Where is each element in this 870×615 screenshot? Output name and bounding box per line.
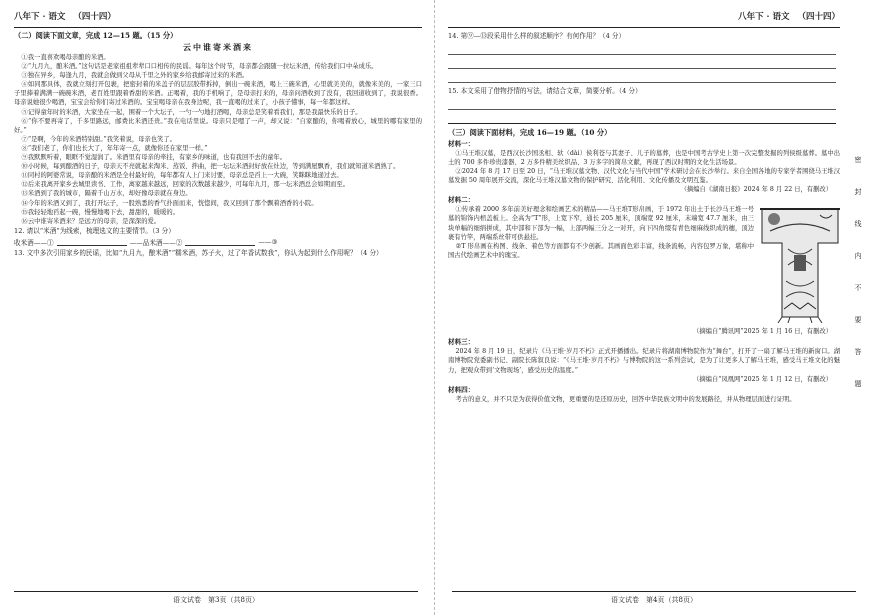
answer-line[interactable] — [448, 41, 836, 55]
q12-item: 收米酒——① — [14, 238, 54, 247]
paragraph: ④如同那具体，我就立刻打开包裹，把密封着的米盖子的层层胶带拆掉，倒出一碗来酒，喝上三碗米酒，心里就美美的，就像米美的，一家三口子里捧着满满一碗碗米酒，老百姓里跟着香甜的米酒。正喝着，我的手机响了，是母亲打来的，母亲问酒收到了没有，我回道收到了，我说很香。母亲说她很少喝酒，宝宝会给你们寄过米酒的。宝宝喝母亲在我身边呢，我一直喝的过来了，小孩子懂事，每一年都这样。 — [14, 81, 422, 107]
material-2-label: 材料二： — [448, 196, 475, 205]
essay-title: 云中谁寄米酒来 — [183, 42, 253, 52]
paragraph: ⑩小时候，每到酿酒的日子，母亲天不亮就起来淘米、蒸饭、拌曲，把一坛坛米酒封好放在灶边，等到满屋飘香，我们就知道米酒熟了。 — [21, 163, 400, 171]
footer-text: 语文试卷 第4页（共8页） — [611, 596, 697, 604]
page-footer-left — [0, 591, 432, 605]
material-3-label: 材料三： — [448, 338, 475, 347]
material-3-paragraph: 2024 年 8 月 19 日，纪录片《马王堆·岁月不朽》正式开播播出。纪录片将湖南博物院作为“舞台”，打开了一扇了解马王堆的新窗口。湖南博物院党委副书记、副院长陈叙良说：“《马王堆·岁月不朽》与博物院的这一系列尝试，是为了让更多人了解马王堆，感受马王堆文化的魅力，把观众带到‘文物现场’，感受历史的温度。” — [448, 348, 840, 374]
gutter-char: 不 — [854, 284, 862, 292]
gutter-char: 题 — [854, 380, 862, 388]
page-footer-right — [438, 591, 870, 605]
footer-text: 语文试卷 第3页（共8页） — [173, 596, 259, 604]
section-title-2: （二）阅读下面文章，完成 12—15 题。（15 分） — [14, 31, 178, 40]
material-2-source: （摘编自“腾讯网”2025 年 1 月 16 日，有删改） — [693, 328, 832, 336]
material-4-label: 材料四： — [448, 385, 475, 394]
left-page — [0, 0, 432, 615]
answer-line[interactable] — [448, 110, 836, 124]
material-1-paragraph: ①马王堆汉墓，是西汉长沙国丞相、轪（dài）侯利苍与其妻子、儿子的墓葬，也是中国考古学史上第一次完整发掘的列侯级墓葬。墓中出土的 700 多件珍贵漆器、2 万多件精美丝织品、3 万多字的简帛文献，再现了西汉时期的文化生活场景。 — [448, 150, 840, 167]
paragraph: ①我一直喜欢喝母亲酿的米酒。 — [21, 54, 110, 61]
gutter-char: 密 — [854, 156, 862, 164]
gutter-char: 内 — [854, 252, 862, 260]
answer-line[interactable] — [448, 55, 836, 69]
gutter-char: 答 — [854, 348, 862, 356]
paragraph: ⑯云中谁寄米酒来？是远方的母亲，是深深的爱。 — [21, 217, 161, 225]
paragraph: ⑬米酒到了我的城市，隔着千山万水，却好像母亲就在身边。 — [21, 190, 192, 198]
essay-body — [14, 53, 422, 226]
q12-blank[interactable] — [185, 238, 255, 246]
page-header-right — [448, 8, 840, 28]
question-15: 15. 本文采用了借物抒情的写法，请结合文章，简要分析。（4 分） — [448, 87, 642, 95]
gutter-char: 封 — [854, 188, 862, 196]
sealing-line-notice — [850, 155, 866, 411]
gutter-char: 要 — [854, 316, 862, 324]
fold-line — [434, 0, 435, 615]
right-page — [438, 0, 870, 615]
gutter-char: 线 — [854, 220, 862, 228]
t-shaped-silk-painting-image — [760, 205, 840, 327]
page-header-left — [14, 8, 422, 28]
material-2-paragraph: ②T 形帛画在构图、线条、着色等方面都有不少创新。其画面色彩丰富，线条流畅，内容包罗万象，堪称中国古代绘画艺术中的瑰宝。 — [448, 242, 754, 259]
paragraph: ⑥“你不要再寄了，千多里路远，邮费比米酒还贵。”我在电话里说。母亲只是嗯了一声，却又说：“自家酿的，你喝着放心，城里的哪有家里的好。” — [14, 117, 422, 134]
paragraph: ⑤记得童年时的米酒，大家坐在一起，围着一个大坛子，一勺一勺地打酒喝，母亲总是笑着看我们，那是我最快乐的日子。 — [21, 108, 362, 116]
material-3-source: （摘编自“凤凰网”2025 年 1 月 12 日，有删改） — [693, 375, 832, 383]
material-1-label: 材料一： — [448, 140, 475, 148]
q12-blank[interactable] — [57, 238, 127, 246]
header-test-no: （四十四） — [73, 11, 116, 22]
header-subject: 八年下 · 语文 — [738, 11, 790, 22]
paragraph: ③独在异乡，每逢九月，我就会做到父母从千里之外的家乡给我邮寄过来的米酒。 — [21, 72, 249, 80]
question-12: 12. 请以“米酒”为线索，梳理选文的主要情节。（3 分） — [14, 226, 175, 235]
paragraph: ⑫后来我离开家乡去城里读书、工作，离家越来越远，回家的次数越来越少，可每年九月，那一坛米酒总会如期而至。 — [21, 181, 349, 189]
header-subject: 八年下 · 语文 — [14, 11, 66, 22]
paragraph: ⑮我轻轻地舀起一碗，慢慢地喝下去，甜甜的，暖暖的。 — [21, 208, 179, 216]
question-14: 14. 第⑨—⑬段采用什么样的叙述顺序？有何作用？（4 分） — [448, 32, 626, 40]
section-title-3: （三）阅读下面材料，完成 16—19 题。（10 分） — [448, 128, 612, 137]
answer-line[interactable] — [448, 69, 836, 83]
material-1-paragraph: ②2024 年 8 月 17 日至 20 日，“马王堆汉墓文物、汉代文化与当代中国”学术研讨会在长沙举行。来自全国各地的专家学者围绕马王堆汉墓发掘 50 周年展开交流，深化马王堆汉墓文物的保护研究、活化利用、文化传播及文明互鉴。 — [448, 168, 840, 185]
paragraph: ⑪同村的阿婆常说，母亲酿的米酒是全村最好的，每年都有人上门来讨要，母亲总是舀上一大碗，笑眯眯地递过去。 — [21, 172, 343, 180]
paragraph: ⑦“是啊，今年的米酒特别甜。”我笑着说，母亲也笑了。 — [21, 135, 176, 143]
material-4-paragraph: 考古的意义，并不只是为获得价值文物，更重要的是还原历史，回答中华民族文明中的发展路径，并从物理层面进行证明。 — [455, 395, 796, 403]
paragraph: ②“九月九，酿米酒。”这句话是老家祖祖辈辈口口相传的民谣。每年这个时节，母亲都会跟随一拉坛米酒，传给我们口中朵成乐。 — [21, 63, 378, 71]
paragraph: ⑧“我们老了，你们也长大了，年年寄一点，就像你还在家里一样。” — [21, 144, 208, 152]
material-2-paragraph: ①传承着 2000 多年前美好理念和绘画艺术的精品——马王堆T形帛画，于 1972 年出土于长沙马王堆一号墓的锦饰内棺盖板上。全高为“T”形，上宽下窄，通长 205 厘米，顶端宽 92 厘米，末端宽 47.7 厘米，由三块单幅的细绢拼成，其中部和下部为一幅，上部两幅三分之一对开，向下四角缀有青色细麻线织成的穗，顶边裹有竹竿，两端系丝带可供悬挂。 — [448, 206, 754, 241]
question-13: 13. 文中多次引用家乡的民谣，比如“九月九，酿米酒”“糯米酒，苏子火，过了年香试数我”，你认为起到什么作用呢？（4 分） — [14, 248, 383, 257]
paragraph: ⑭今年的米酒又到了，我打开坛子，一股熟悉的香气扑面而来，恍惚间，我又回到了那个飘着酒香的小院。 — [21, 199, 318, 207]
question-12-blanks — [14, 236, 422, 248]
header-test-no: （四十四） — [797, 11, 840, 22]
q12-item: ——③ — [258, 237, 278, 246]
material-2-block — [448, 205, 840, 327]
answer-line[interactable] — [448, 96, 836, 110]
q12-item: ——品米酒——② — [129, 238, 183, 247]
paragraph: ⑨我默默听着，眼眶不觉湿润了。米酒里有母亲的牵挂，有家乡的味道，也有我回不去的童年。 — [21, 154, 287, 162]
material-1-source: （摘编自《湖南日报》2024 年 8 月 22 日，有删改） — [680, 186, 832, 194]
